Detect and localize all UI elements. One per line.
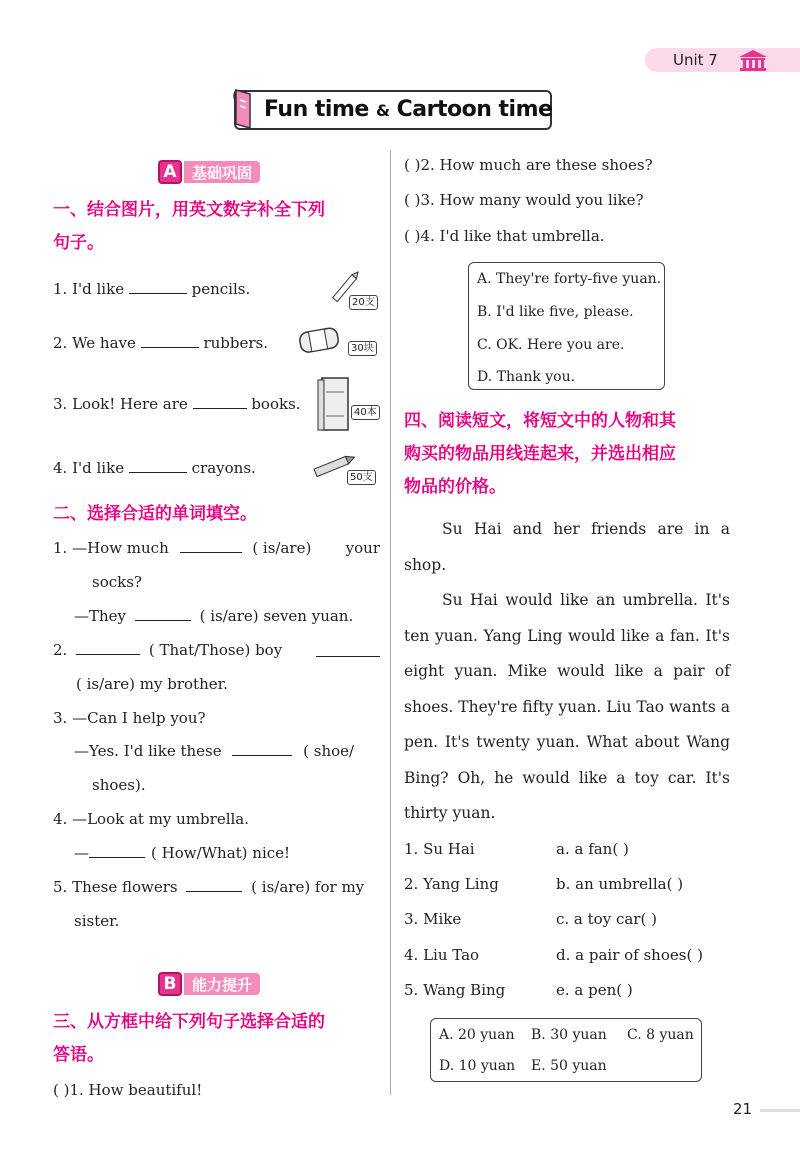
badge-a-text: 基础巩固 — [184, 161, 260, 183]
section1-heading-l2: 句子。 — [53, 233, 104, 253]
s3-question: ( )1. How beautiful! — [53, 1081, 203, 1099]
s2-text: 1. —How much — [53, 539, 169, 557]
s2-text: — — [74, 844, 89, 862]
section4-heading-l2: 购买的物品用线连起来，并选出相应 — [404, 444, 676, 464]
s4-item: c. a toy car( ) — [556, 910, 657, 928]
s4-item: e. a pen( ) — [556, 981, 633, 999]
s1-post: books. — [251, 395, 301, 413]
page-title — [234, 90, 552, 130]
building-icon — [737, 48, 769, 72]
page-curl-icon — [230, 86, 258, 132]
s2-text: —Yes. I'd like these — [74, 742, 222, 760]
title-right: Cartoon time — [396, 97, 553, 122]
s3-option: C. OK. Here you are. — [477, 337, 625, 353]
page-number: 21 — [733, 1100, 753, 1118]
s2-q1a — [53, 538, 380, 558]
s2-text: ( is/are) seven yuan. — [199, 607, 354, 625]
s4-person: 4. Liu Tao — [404, 946, 480, 964]
s2-q1c — [74, 606, 353, 626]
s2-q5a — [53, 877, 364, 897]
s4-price: E. 50 yuan — [531, 1058, 607, 1074]
s4-person: 5. Wang Bing — [404, 981, 506, 999]
answer-blank[interactable] — [186, 877, 242, 892]
s2-text: ( is/are) for my — [251, 878, 365, 896]
badge-b-letter: B — [158, 972, 182, 996]
s2-q4b — [74, 843, 290, 863]
section3-heading-l1: 三、从方框中给下列句子选择合适的 — [53, 1012, 325, 1032]
passage-paragraph-1: Su Hai and her friends are in a shop. — [404, 520, 730, 574]
s4-person: 2. Yang Ling — [404, 875, 499, 893]
answer-blank[interactable] — [193, 394, 247, 409]
badge-b-text: 能力提升 — [184, 973, 260, 995]
s1-post: rubbers. — [203, 334, 269, 352]
s2-text: your — [345, 539, 380, 557]
s1-pre: We have — [72, 334, 136, 352]
section4-heading-l3: 物品的价格。 — [404, 477, 506, 497]
answer-blank[interactable] — [76, 640, 140, 655]
s3-option: A. They're forty-five yuan. — [477, 271, 662, 287]
answer-blank[interactable] — [129, 279, 187, 294]
s2-text: —They — [74, 607, 127, 625]
s4-price: D. 10 yuan — [439, 1058, 516, 1074]
s1-item-2 — [53, 333, 268, 353]
price-tag: 30块 — [348, 341, 377, 356]
s3-option: B. I'd like five, please. — [477, 304, 634, 320]
s2-text: 5. These flowers — [53, 878, 178, 896]
s4-item: d. a pair of shoes( ) — [556, 946, 703, 964]
s1-item-4 — [53, 458, 256, 478]
answer-blank[interactable] — [316, 642, 380, 657]
section3-heading — [53, 1006, 325, 1072]
price-tag: 20支 — [349, 295, 378, 310]
s2-q1b: socks? — [92, 573, 142, 591]
s4-prices-box — [430, 1018, 702, 1082]
answer-blank[interactable] — [141, 333, 199, 348]
badge-a — [158, 160, 260, 184]
s3-question: ( )2. How much are these shoes? — [404, 156, 653, 174]
badge-b — [158, 972, 260, 996]
section4-heading-l1: 四、阅读短文，将短文中的人物和其 — [404, 411, 676, 431]
s1-post: pencils. — [191, 280, 251, 298]
s4-item: b. an umbrella( ) — [556, 875, 684, 893]
section3-heading-l2: 答语。 — [53, 1045, 104, 1065]
title-amp: & — [376, 101, 390, 120]
s2-q2b: ( is/are) my brother. — [76, 675, 228, 693]
rubber-image — [296, 322, 346, 356]
answer-blank[interactable] — [129, 458, 187, 473]
s4-person: 3. Mike — [404, 910, 462, 928]
answer-blank[interactable] — [180, 538, 242, 553]
s4-price: B. 30 yuan — [531, 1027, 607, 1043]
s4-item: a. a fan( ) — [556, 840, 629, 858]
s3-option: D. Thank you. — [477, 369, 576, 385]
unit-label: Unit 7 — [673, 51, 718, 69]
badge-a-letter: A — [158, 160, 182, 184]
books-image — [314, 372, 354, 434]
s1-num: 1. — [53, 280, 68, 298]
s2-text: ( How/What) nice! — [151, 844, 291, 862]
s1-num: 2. — [53, 334, 68, 352]
section1-heading-l1: 一、结合图片，用英文数字补全下列 — [53, 200, 325, 220]
s2-text: ( That/Those) boy — [148, 641, 283, 659]
column-divider — [390, 150, 391, 1095]
s1-num: 3. — [53, 395, 68, 413]
price-tag: 50支 — [347, 470, 376, 485]
s1-pre: I'd like — [72, 459, 125, 477]
s1-item-3 — [53, 394, 301, 414]
s4-person: 1. Su Hai — [404, 840, 475, 858]
s4-price: A. 20 yuan — [439, 1027, 515, 1043]
title-left: Fun time — [264, 97, 369, 122]
passage-paragraph-2: Su Hai would like an umbrella. It's ten yuan. Yang Ling would like a fan. It's eight yuan. Mike would like a pair of shoes. They're fifty yuan. Liu Tao wants a pen. It's twenty yuan. What about Wang Bing? Oh, he would like a toy car. It's thirty yuan. — [404, 591, 730, 822]
s3-options-box — [468, 262, 665, 390]
s2-text: ( is/are) — [252, 539, 312, 557]
unit-tab — [645, 48, 800, 72]
answer-blank[interactable] — [89, 843, 145, 858]
page-number-rule — [760, 1109, 800, 1112]
s1-pre: I'd like — [72, 280, 125, 298]
price-tag: 40本 — [351, 405, 380, 420]
s4-price: C. 8 yuan — [627, 1027, 694, 1043]
s2-q5b: sister. — [74, 912, 120, 930]
s2-q3b — [74, 741, 354, 761]
s3-question: ( )3. How many would you like? — [404, 191, 644, 209]
section4-heading — [404, 405, 676, 504]
s2-text: ( shoe/ — [303, 742, 355, 760]
section1-heading — [53, 194, 325, 260]
s3-question: ( )4. I'd like that umbrella. — [404, 227, 605, 245]
s2-q2a — [53, 640, 380, 660]
s2-q4a: 4. —Look at my umbrella. — [53, 810, 250, 828]
title-text — [264, 97, 552, 122]
s2-q3a: 3. —Can I help you? — [53, 709, 206, 727]
answer-blank[interactable] — [135, 606, 191, 621]
s1-pre: Look! Here are — [72, 395, 188, 413]
s2-text: 2. — [53, 641, 68, 659]
s2-q3c: shoes). — [92, 776, 146, 794]
answer-blank[interactable] — [232, 741, 292, 756]
section2-heading: 二、选择合适的单词填空。 — [53, 504, 257, 524]
s1-item-1 — [53, 279, 250, 299]
s1-num: 4. — [53, 459, 68, 477]
s1-post: crayons. — [191, 459, 256, 477]
